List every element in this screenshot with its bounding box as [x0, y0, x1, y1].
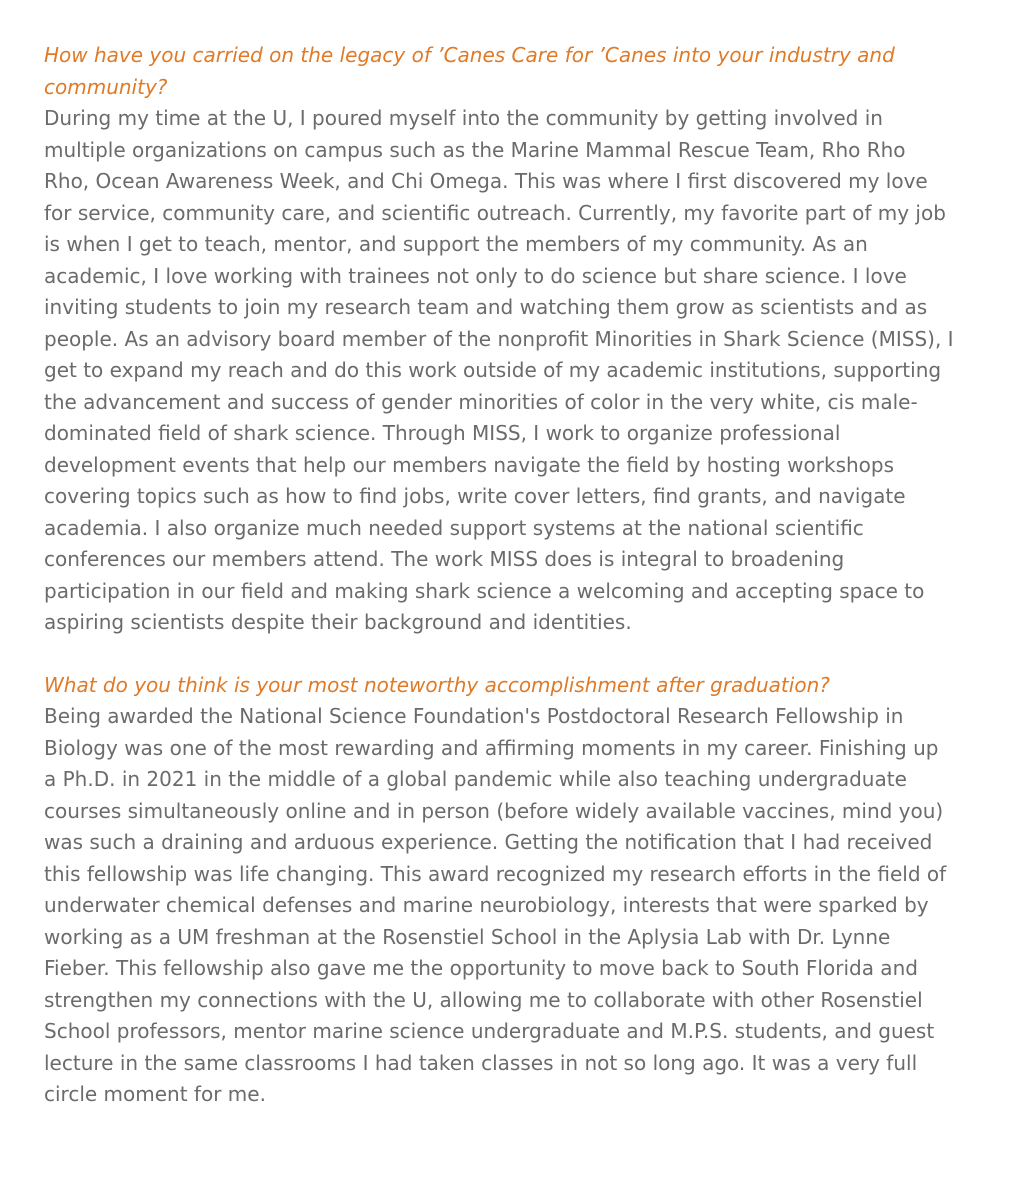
qa-section-legacy — [44, 40, 954, 639]
answer-paragraph: Being awarded the National Science Foundation's Postdoctoral Research Fellowship in Biology was one of the most rewarding and affirming moments in my career. Finishing up a Ph.D. in 2021 in the middle of a global pandemic while also teaching undergraduate courses simultaneously online and in person (before widely available vaccines, mind you) was such a draining and arduous experience. Getting the notification that I had received this fellowship was life changing. This award recognized my research efforts in the field of underwater chemical defenses and marine neurobiology, interests that were sparked by working as a UM freshman at the Rosenstiel School in the Aplysia Lab with Dr. Lynne Fieber. This fellowship also gave me the opportunity to move back to South Florida and strengthen my connections with the U, allowing me to collaborate with other Rosenstiel School professors, mentor marine science undergraduate and M.P.S. students, and guest lecture in the same classrooms I had taken classes in not so long ago. It was a very full circle moment for me. — [44, 704, 947, 1106]
qa-section-accomplishment — [44, 670, 954, 1111]
question-heading: How have you carried on the legacy of ’Canes Care for ’Canes into your industry and community? — [44, 43, 895, 99]
interview-article — [44, 40, 954, 1111]
answer-paragraph: During my time at the U, I poured myself into the community by getting involved in multiple organizations on campus such as the Marine Mammal Rescue Team, Rho Rho Rho, Ocean Awareness Week, and Chi Omega. This was where I first discovered my love for service, community care, and scientific outreach. Currently, my favorite part of my job is when I get to teach, mentor, and support the members of my community. As an academic, I love working with trainees not only to do science but share science. I love inviting students to join my research team and watching them grow as scientists and as people. As an advisory board member of the nonprofit Minorities in Shark Science (MISS), I get to expand my reach and do this work outside of my academic institutions, supporting the advancement and success of gender minorities of color in the very white, cis male-dominated field of shark science. Through MISS, I work to organize professional development events that help our members navigate the field by hosting workshops covering topics such as how to find jobs, write cover letters, find grants, and navigate academia. I also organize much needed support systems at the national scientific conferences our members attend. The work MISS does is integral to broadening participation in our field and making shark science a welcoming and accepting space to aspiring scientists despite their background and identities. — [44, 106, 954, 634]
question-heading: What do you think is your most noteworthy accomplishment after graduation? — [44, 672, 830, 697]
